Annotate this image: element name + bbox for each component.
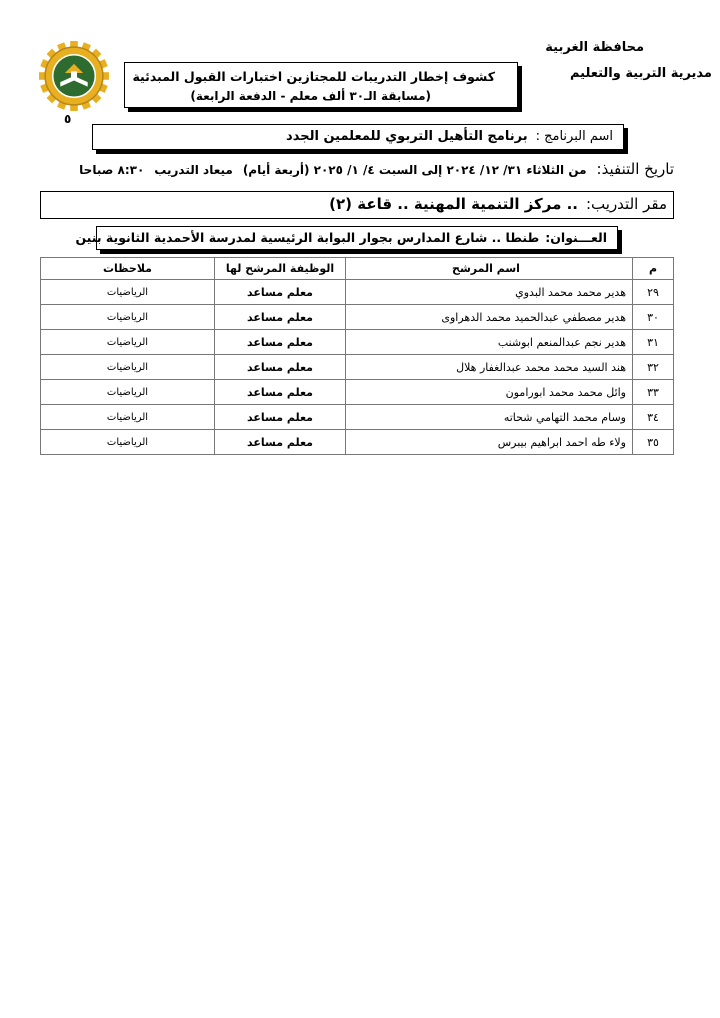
row-number: ٣٠ [633, 305, 674, 330]
table-header-row [41, 258, 674, 280]
table-row [41, 355, 674, 380]
table-row [41, 380, 674, 405]
row-number: ٣٣ [633, 380, 674, 405]
time-label: ميعاد التدريب [154, 163, 233, 177]
header-name: اسم المرشح [346, 258, 633, 280]
governorate-name: محافظة الغربية [545, 40, 644, 55]
candidate-notes: الرياضيات [41, 330, 215, 355]
directorate-name: مديرية التربية والتعليم [569, 66, 712, 81]
dates-label: تاريخ التنفيذ: [596, 160, 674, 178]
header-notes: ملاحظات [41, 258, 215, 280]
venue-box [40, 191, 674, 219]
candidate-name: وسام محمد التهامي شحاته [346, 405, 633, 430]
table-row [41, 280, 674, 305]
document-title: كشوف إخطار التدريبات للمجتازين اختبارات القبول المبدئية [132, 69, 495, 84]
candidate-notes: الرياضيات [41, 430, 215, 455]
address-label: العـــنوان: [545, 230, 607, 245]
candidate-name: هدير محمد محمد البدوي [346, 280, 633, 305]
candidate-name: وائل محمد محمد ابورامون [346, 380, 633, 405]
candidate-job: معلم مساعد [215, 305, 346, 330]
candidate-name: هدير مصطفي عبدالحميد محمد الدهراوى [346, 305, 633, 330]
candidate-notes: الرياضيات [41, 355, 215, 380]
candidate-name: ولاء طه احمد ابراهيم بيبرس [346, 430, 633, 455]
document-title-box [124, 62, 518, 108]
time-value: ٨:٣٠ صباحا [79, 163, 145, 177]
table-row [41, 305, 674, 330]
candidate-notes: الرياضيات [41, 280, 215, 305]
row-number: ٣٤ [633, 405, 674, 430]
row-number: ٣٢ [633, 355, 674, 380]
candidate-job: معلم مساعد [215, 280, 346, 305]
page-number: ٥ [64, 112, 72, 126]
candidate-name: هند السيد محمد محمد عبدالغفار هلال [346, 355, 633, 380]
candidate-notes: الرياضيات [41, 305, 215, 330]
venue-line [329, 195, 667, 213]
candidate-notes: الرياضيات [41, 405, 215, 430]
candidate-name: هدير نجم عبدالمنعم ابوشنب [346, 330, 633, 355]
row-number: ٣١ [633, 330, 674, 355]
row-number: ٣٥ [633, 430, 674, 455]
program-value: برنامج التأهيل التربوي للمعلمين الجدد [286, 129, 528, 144]
schedule-line [79, 160, 674, 178]
document-subtitle: (مسابقة الـ٣٠ ألف معلم - الدفعة الرابعة) [190, 89, 431, 103]
candidate-job: معلم مساعد [215, 380, 346, 405]
table-row [41, 405, 674, 430]
program-line [286, 129, 613, 144]
candidates-table [40, 257, 674, 455]
venue-label: مقر التدريب: [585, 195, 667, 213]
candidate-notes: الرياضيات [41, 380, 215, 405]
directorate-logo-icon [36, 38, 112, 114]
header-num: م [633, 258, 674, 280]
address-box [75, 226, 618, 250]
address-value: طنطا .. شارع المدارس بجوار البوابة الرئيسية لمدرسة الأحمدية الثانوية بنين [75, 230, 540, 245]
dates-value: من الثلاثاء ٣١/ ١٢/ ٢٠٢٤ إلى السبت ٤/ ١/ ٢٠٢٥ (أربعة أيام) [242, 163, 587, 177]
candidate-job: معلم مساعد [215, 330, 346, 355]
header-job: الوظيفة المرشح لها [215, 258, 346, 280]
row-number: ٢٩ [633, 280, 674, 305]
address-line [75, 230, 607, 245]
candidate-job: معلم مساعد [215, 355, 346, 380]
candidate-job: معلم مساعد [215, 430, 346, 455]
program-box [92, 124, 624, 150]
program-label: اسم البرنامج : [535, 129, 613, 144]
table-row [41, 430, 674, 455]
venue-value: .. مركز التنمية المهنية .. قاعة (٢) [329, 195, 578, 213]
candidate-job: معلم مساعد [215, 405, 346, 430]
table-row [41, 330, 674, 355]
